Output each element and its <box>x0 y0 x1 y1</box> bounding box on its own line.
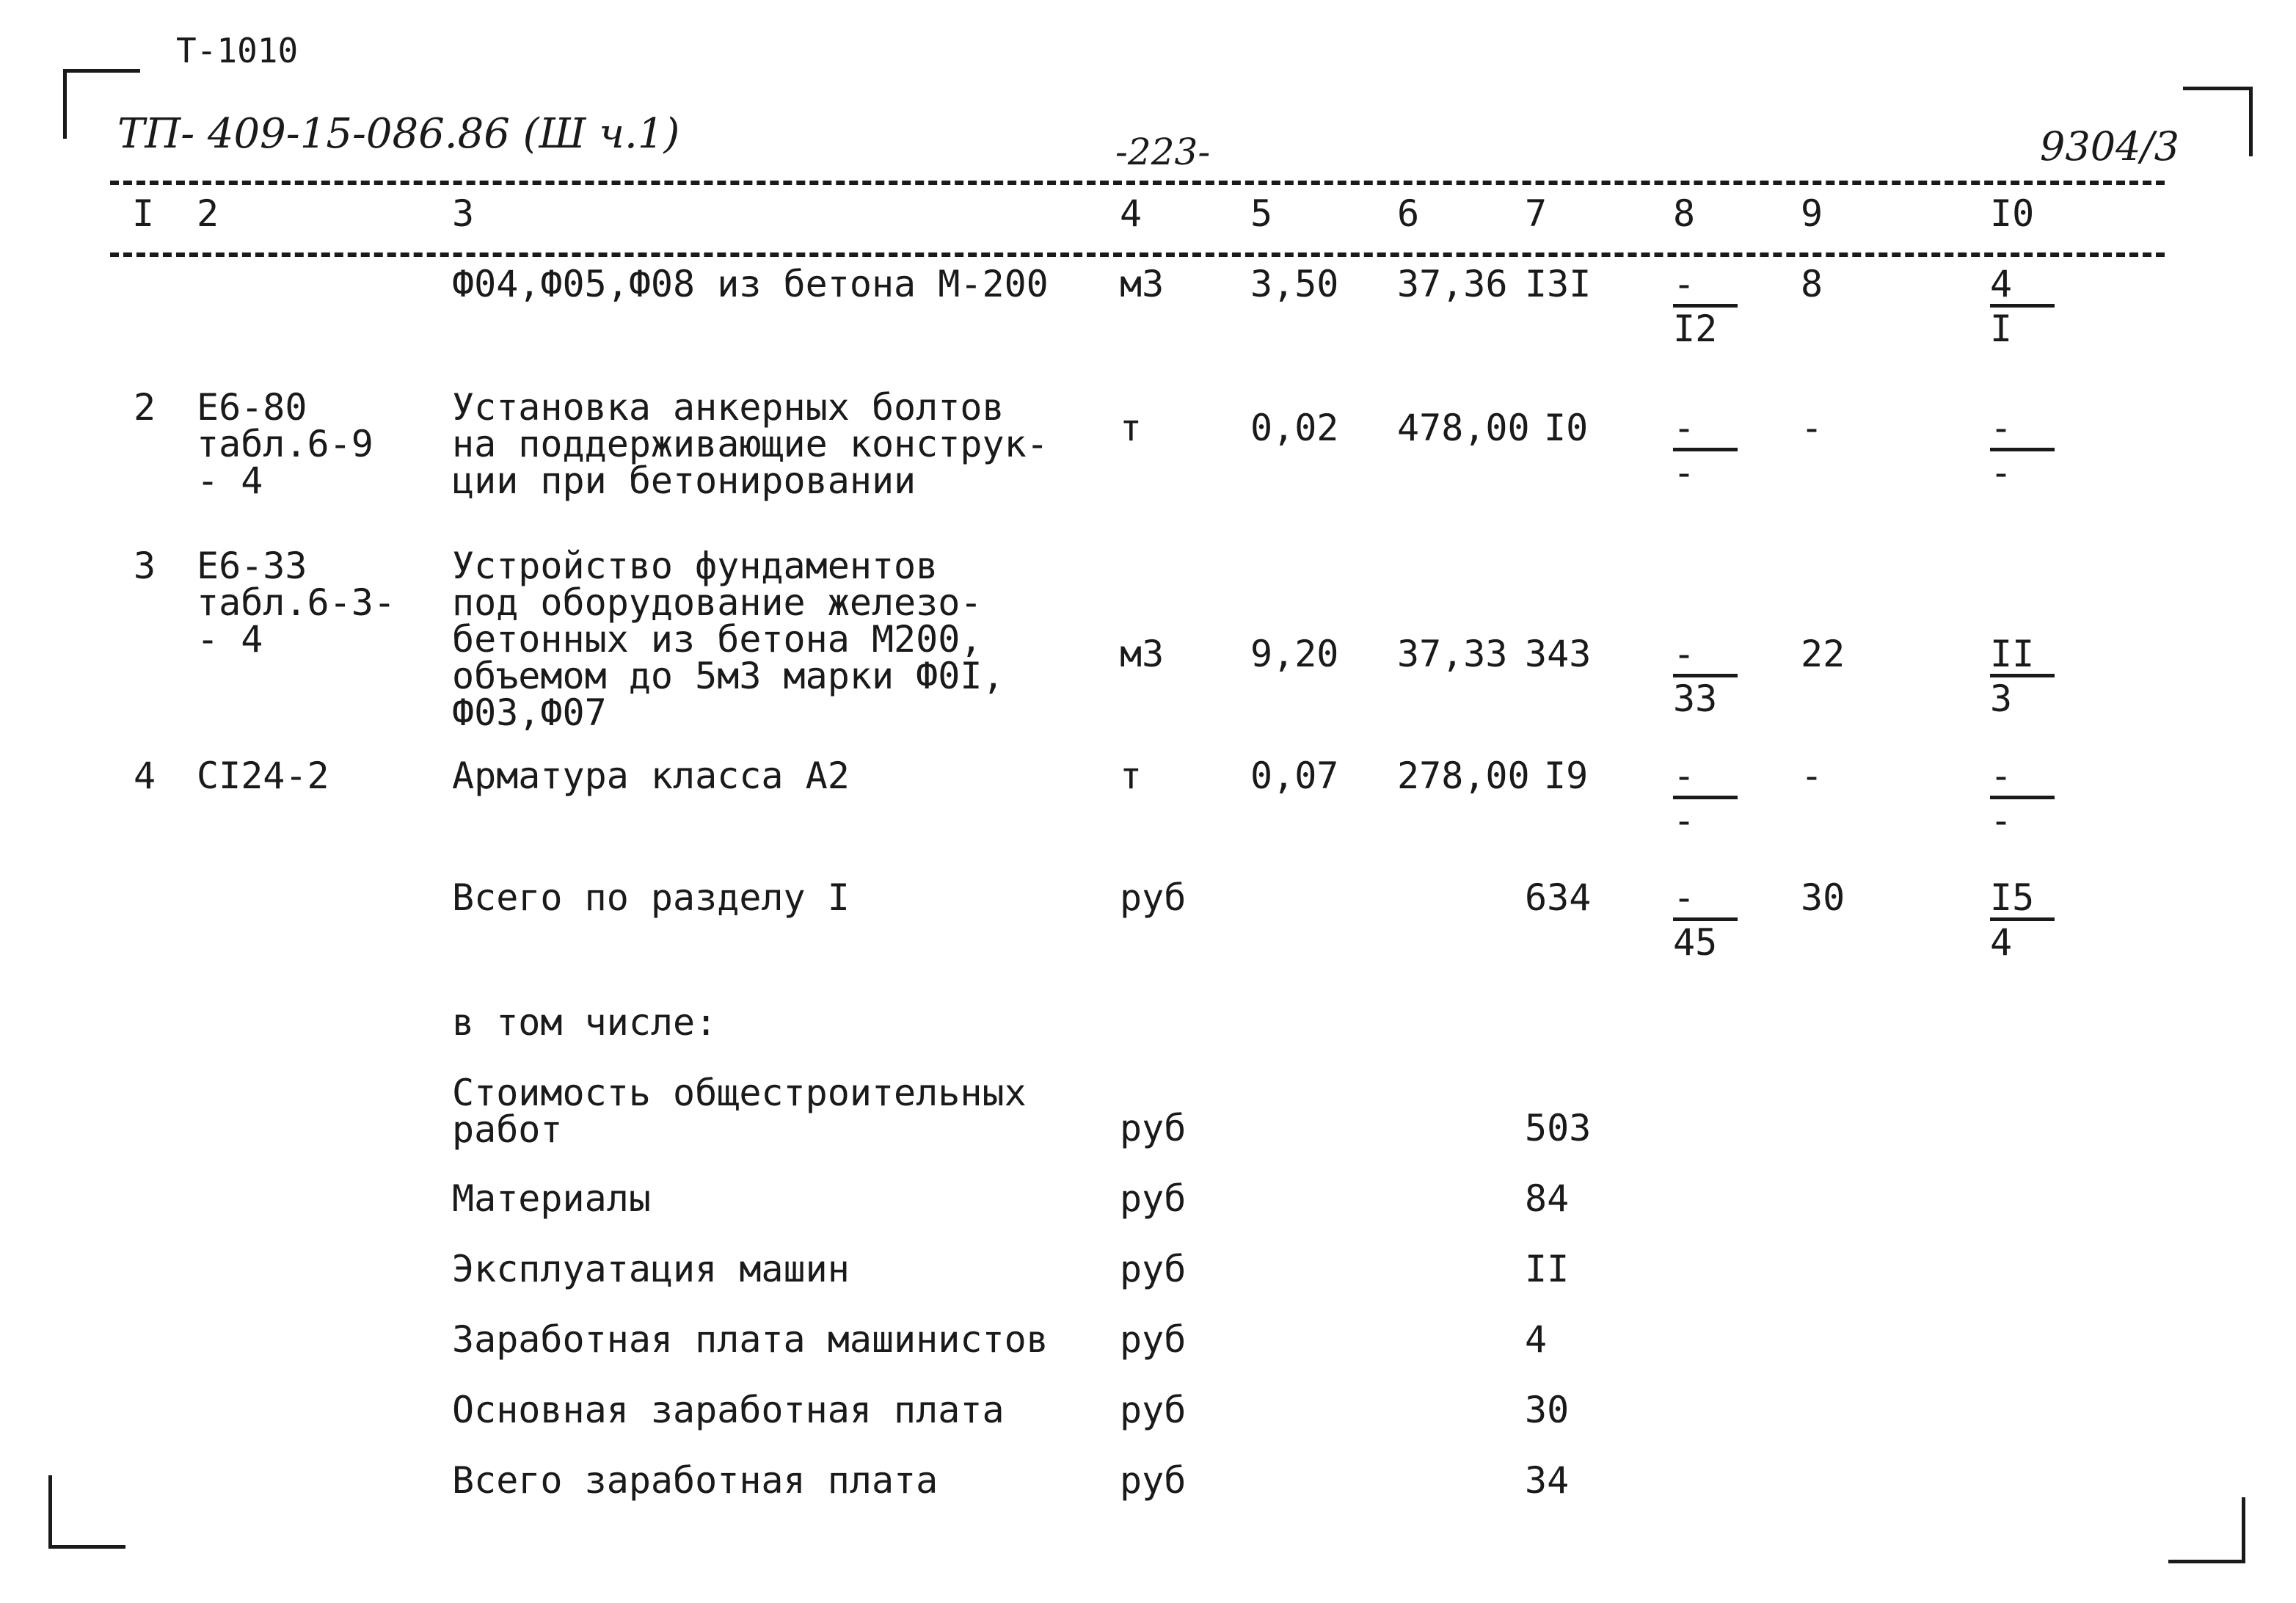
column-header-10: I0 <box>1990 192 2035 235</box>
row-2-quantity: 0,02 <box>1250 407 1339 449</box>
row-3-unit-price: 37,33 <box>1397 633 1508 675</box>
breakdown-label-total-wages: Всего заработная плата <box>452 1459 939 1502</box>
row-3-col8-fraction <box>1673 633 1739 720</box>
breakdown-label-basic-wages: Основная заработная плата <box>452 1389 1005 1431</box>
row-4-quantity: 0,07 <box>1250 755 1339 797</box>
breakdown-value-machine-operation: II <box>1525 1248 1570 1290</box>
column-header-7: 7 <box>1525 192 1548 235</box>
section-total-unit: руб <box>1120 876 1187 919</box>
row-1-col10-top: 4 <box>1990 263 2013 305</box>
row-3-quantity: 9,20 <box>1250 633 1339 675</box>
project-reference: ТП- 409-15-086.86 (Ш ч.1) <box>117 110 680 158</box>
section-total-col9: 30 <box>1801 876 1845 919</box>
column-header-5: 5 <box>1250 192 1273 235</box>
section-total-col8-bottom: 45 <box>1673 921 1718 964</box>
breakdown-value-materials: 84 <box>1525 1177 1570 1220</box>
column-header-8: 8 <box>1673 192 1696 235</box>
breakdown-label-machine-operation: Эксплуатация машин <box>452 1248 850 1290</box>
row-3-col8-top: - <box>1673 633 1696 675</box>
row-1-unit: м3 <box>1120 263 1165 305</box>
row-3-col8-bottom: 33 <box>1673 677 1718 720</box>
row-2-code: Е6-80 табл.6-9 - 4 <box>197 386 373 502</box>
frame-corner-bottom-right <box>2168 1497 2245 1563</box>
header-top-rule <box>110 181 2165 185</box>
row-1-col8-bottom: I2 <box>1673 308 1718 350</box>
row-4-col10-fraction <box>1990 755 2056 842</box>
row-1-description: Ф04,Ф05,Ф08 из бетона М-200 <box>452 263 1049 305</box>
row-4-description: Арматура класса А2 <box>452 755 850 797</box>
breakdown-unit-operator-wages: руб <box>1120 1318 1187 1361</box>
section-total-label: Всего по разделу I <box>452 876 850 919</box>
row-4-total: I9 <box>1544 755 1589 797</box>
breakdown-label-general-works: Стоимость общестроительных работ <box>452 1072 1027 1151</box>
frame-corner-bottom-left <box>48 1475 125 1549</box>
row-4-col8-top: - <box>1673 755 1696 797</box>
page-number: -223- <box>1115 131 1211 173</box>
row-2-description: Установка анкерных болтов на поддерживающие конструк- ции при бетонировании <box>452 386 1049 502</box>
row-2-number: 2 <box>134 386 156 429</box>
row-2-col8-top: - <box>1673 407 1696 449</box>
row-1-col9: 8 <box>1801 263 1823 305</box>
row-2-col8-bottom: - <box>1673 451 1696 494</box>
row-3-col10-fraction <box>1990 633 2056 720</box>
row-3-description: Устройство фундаментов под оборудование железо- бетонных из бетона М200, объемом до 5м3 марки Ф0I, Ф03,Ф07 <box>452 545 1005 734</box>
breakdown-label-operator-wages: Заработная плата машинистов <box>452 1318 1049 1361</box>
section-total-col8-fraction <box>1673 876 1739 964</box>
row-4-unit: т <box>1120 755 1142 797</box>
row-3-total: 343 <box>1525 633 1592 675</box>
section-total-col8-top: - <box>1673 876 1696 919</box>
row-4-code: CI24-2 <box>197 755 329 797</box>
breakdown-unit-materials: руб <box>1120 1177 1187 1220</box>
breakdown-value-basic-wages: 30 <box>1525 1389 1570 1431</box>
row-3-col10-top: II <box>1990 633 2035 675</box>
row-1-col10-fraction <box>1990 263 2056 350</box>
row-2-col10-bottom: - <box>1990 451 2013 494</box>
row-1-total: I3I <box>1525 263 1592 305</box>
row-3-col10-bottom: 3 <box>1990 677 2013 720</box>
row-4-col10-bottom: - <box>1990 799 2013 842</box>
breakdown-unit-general-works: руб <box>1120 1107 1187 1149</box>
column-header-1: I <box>132 192 155 235</box>
row-1-quantity: 3,50 <box>1250 263 1339 305</box>
column-header-2: 2 <box>197 192 219 235</box>
breakdown-value-general-works: 503 <box>1525 1107 1592 1149</box>
row-3-col9: 22 <box>1801 633 1845 675</box>
breakdown-label-materials: Материалы <box>452 1177 651 1220</box>
breakdown-value-total-wages: 34 <box>1525 1459 1570 1502</box>
row-2-col10-fraction <box>1990 407 2056 494</box>
row-2-col8-fraction <box>1673 407 1739 494</box>
row-4-col9: - <box>1801 755 1823 797</box>
row-3-code: Е6-33 табл.6-3- - 4 <box>197 545 396 661</box>
document-number: 9304/3 <box>2040 123 2179 170</box>
column-header-6: 6 <box>1397 192 1420 235</box>
column-header-4: 4 <box>1120 192 1142 235</box>
section-total-col10-bottom: 4 <box>1990 921 2013 964</box>
row-1-unit-price: 37,36 <box>1397 263 1508 305</box>
section-total-col10-top: I5 <box>1990 876 2035 919</box>
sheet-code: Т-1010 <box>176 31 299 70</box>
row-4-col10-top: - <box>1990 755 2013 797</box>
row-3-unit: м3 <box>1120 633 1165 675</box>
row-1-col8-top: - <box>1673 263 1696 305</box>
including-label: в том числе: <box>452 1001 718 1044</box>
row-1-col8-fraction <box>1673 263 1739 350</box>
row-2-col10-top: - <box>1990 407 2013 449</box>
row-4-unit-price: 278,00 <box>1397 755 1530 797</box>
breakdown-unit-machine-operation: руб <box>1120 1248 1187 1290</box>
header-bottom-rule <box>110 252 2165 257</box>
row-2-unit: т <box>1120 407 1142 449</box>
column-header-9: 9 <box>1801 192 1823 235</box>
breakdown-unit-basic-wages: руб <box>1120 1389 1187 1431</box>
breakdown-value-operator-wages: 4 <box>1525 1318 1548 1361</box>
section-total-col10-fraction <box>1990 876 2056 964</box>
row-2-total: I0 <box>1544 407 1589 449</box>
section-total-value: 634 <box>1525 876 1592 919</box>
breakdown-unit-total-wages: руб <box>1120 1459 1187 1502</box>
frame-corner-top-right <box>2183 87 2253 156</box>
row-2-col9: - <box>1801 407 1823 449</box>
row-4-number: 4 <box>134 755 156 797</box>
row-1-col10-bottom: I <box>1990 308 2013 350</box>
row-2-unit-price: 478,00 <box>1397 407 1530 449</box>
column-header-3: 3 <box>452 192 475 235</box>
row-4-col8-fraction <box>1673 755 1739 842</box>
row-4-col8-bottom: - <box>1673 799 1696 842</box>
row-3-number: 3 <box>134 545 156 587</box>
